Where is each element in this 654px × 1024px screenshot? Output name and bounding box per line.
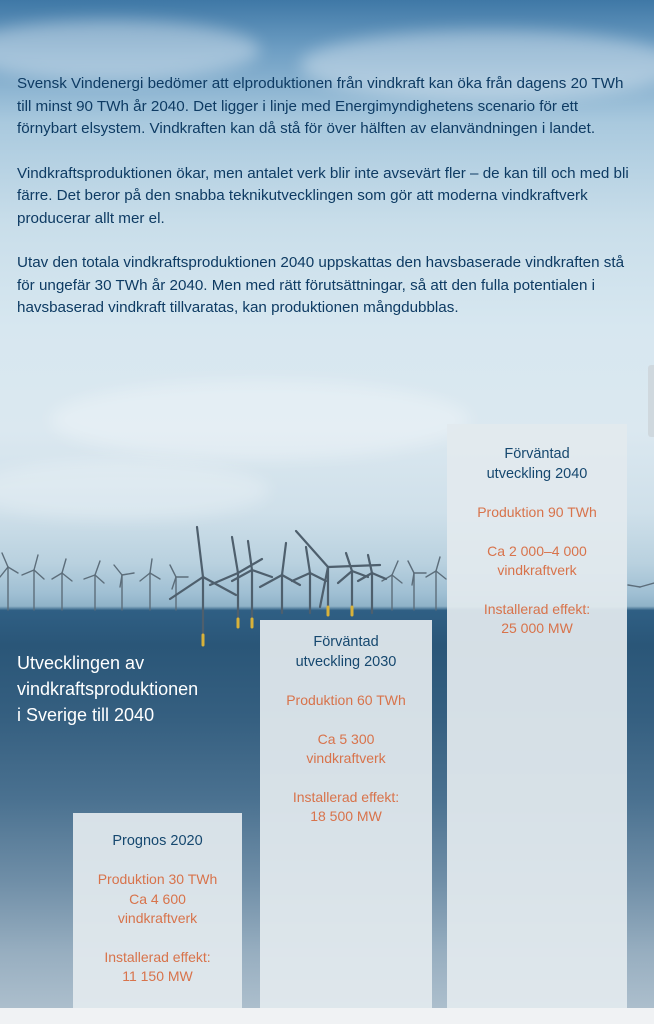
headline-line-3: i Sverige till 2040 [17,705,155,725]
bar-2040-production: Produktion 90 TWh [477,504,597,520]
cloud [0,20,260,80]
cloud [50,380,470,460]
bar-prognos-2020 [73,813,242,1008]
bar-2040-turbines-unit: vindkraftverk [497,562,577,578]
bar-2040-title-1: Förväntad [504,446,570,462]
bar-2030-title-2: utveckling 2030 [295,654,397,670]
bar-2020-effect-value: 11 150 MW [122,968,193,984]
intro-text [17,73,635,342]
bar-2020-turbines: Ca 4 600 [129,890,186,907]
bar-2020-production: Produktion 30 TWh [97,871,218,887]
bar-2030-effect-label: Installerad effekt: [292,788,400,805]
bar-2040-effect-value: 25 000 MW [501,620,573,636]
bar-2030-effect-value: 18 500 MW [310,808,382,824]
bar-2040-title-2: utveckling 2040 [486,466,588,482]
bar-2040-effect-label: Installerad effekt: [483,600,591,617]
bar-2030-production: Produktion 60 TWh [286,692,406,708]
chart-headline [17,650,257,728]
bar-2030-turbines-unit: vindkraftverk [306,750,386,766]
bar-2030-title-1: Förväntad [313,634,379,650]
bottom-edge [0,1008,654,1024]
cloud [0,460,270,520]
bar-utveckling-2040 [447,424,627,1008]
headline-line-1: Utvecklingen av [17,653,145,673]
bar-2020-turbines-unit: vindkraftverk [117,910,198,926]
headline-line-2: vindkraftsproduktionen [17,679,199,699]
bar-2040-turbines: Ca 2 000–4 000 [487,542,587,559]
bar-2020-effect-label: Installerad effekt: [104,948,211,965]
scrollbar-handle[interactable] [648,365,654,437]
intro-paragraph-3: Utav den totala vindkraftsproduktionen 2040 uppskattas den havsbaserade vindkraften stå för ungefär 30 TWh år 2040. Men med rätt förutsättningar, så att den fulla potentialen i havsbaserad vindkraft tillvaratas, kan produktionen mångdubblas. [17,254,625,316]
intro-paragraph-2: Vindkraftsproduktionen ökar, men antalet verk blir inte avsevärt fler – de kan till och med bli färre. Det beror på den snabba teknikutvecklingen som gör att moderna vindkraftverk producerar allt mer el. [17,164,629,227]
bar-utveckling-2030 [260,620,432,1008]
intro-paragraph-1: Svensk Vindenergi bedömer att elproduktionen från vindkraft kan öka från dagens 20 TWh till minst 90 TWh år 2040. Det ligger i linje med Energimyndighetens scenario för ett förnybart elsystem. Vindkraften kan då stå för över hälften av elanvändningen i landet. [17,75,624,137]
bar-2030-turbines: Ca 5 300 [317,730,375,747]
bar-2020-title: Prognos 2020 [112,833,203,849]
